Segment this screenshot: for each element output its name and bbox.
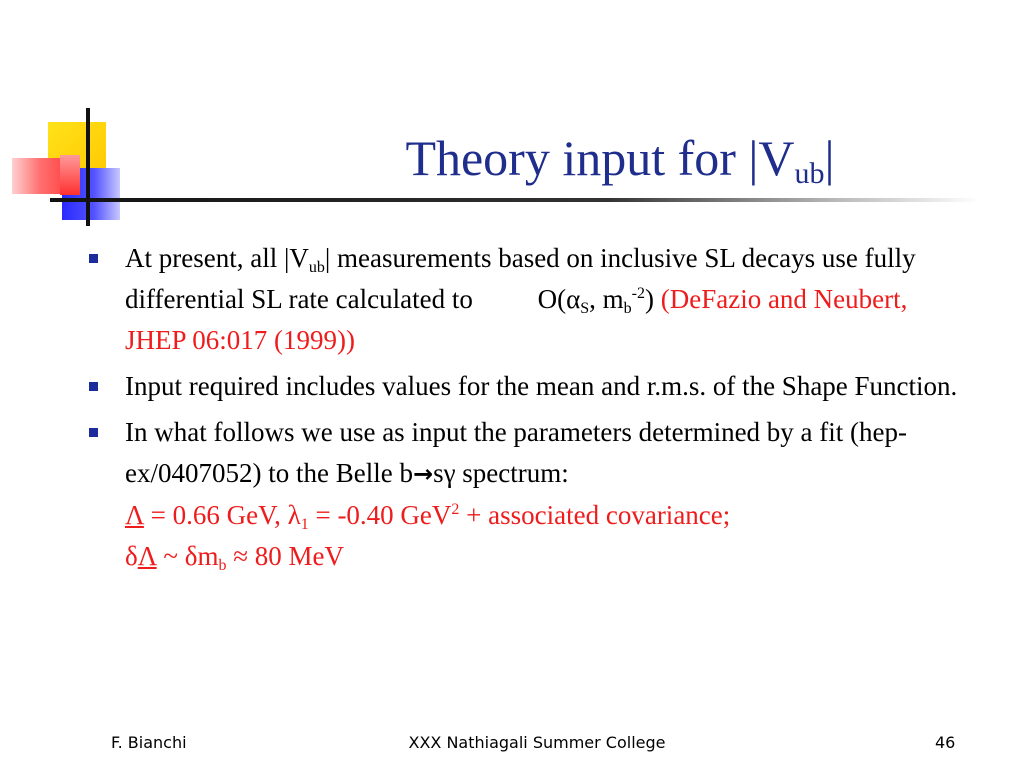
title-end: |	[824, 130, 835, 186]
footer-event: XXX Nathiagali Summer College	[408, 733, 666, 752]
bullet-item-belle-fit	[88, 412, 968, 577]
title-subscript: ub	[794, 157, 825, 190]
gev-superscript: 2	[451, 501, 460, 518]
delta-part-b: ~ δm	[156, 541, 219, 571]
bullet-item-inclusive-sl	[88, 238, 968, 361]
footer-author: F. Bianchi	[111, 733, 187, 752]
bullet-2-text: Input required includes values for the mean and r.m.s. of the Shape Function.	[125, 371, 958, 401]
bullet-1-text-c: O(α	[537, 284, 581, 314]
bullet-3-text-b: sγ spectrum:	[433, 458, 569, 488]
slide-title	[240, 128, 1000, 188]
bullet-square-icon	[89, 428, 98, 437]
eq-part-3: + associated covariance;	[459, 500, 731, 530]
arrow-right-icon: →	[412, 460, 434, 488]
parameter-values	[125, 500, 731, 574]
title-text: Theory input for |V	[405, 130, 795, 186]
delta-symbol: δ	[125, 541, 138, 571]
bullet-square-icon	[89, 254, 98, 263]
delta-lambda-bar-symbol: Λ	[137, 541, 157, 571]
lambda-subscript: 1	[300, 516, 309, 533]
eq-part-2: = -0.40 GeV	[308, 500, 452, 530]
bullet-1-text-b: | measurements based on inclusive SL decays use fully differential SL rate calculated to	[125, 243, 916, 314]
bullet-item-shape-function	[88, 366, 968, 407]
bullet-3-text-a: In what follows we use as input the parameters determined by a fit (hep-ex/0407052) to the Belle b	[125, 417, 907, 488]
bullet-1-sub-b: b	[623, 300, 632, 317]
bullet-1-text-a: At present, all |V	[125, 243, 309, 273]
bullet-1-text-d: , m	[589, 284, 624, 314]
bullet-1-sup-minus2: -2	[631, 285, 645, 302]
vertical-rule	[86, 108, 90, 226]
bullet-1-sub-s: S	[580, 300, 590, 317]
delta-part-c: ≈ 80 MeV	[226, 541, 345, 571]
corner-decoration	[0, 100, 180, 230]
lambda-bar-symbol: Λ	[125, 500, 144, 530]
bullet-list	[88, 238, 968, 582]
bullet-1-sub-ub: ub	[308, 259, 325, 276]
title-underline-rule	[50, 198, 980, 202]
bullet-1-reference: (DeFazio and Neubert, JHEP 06:017 (1999))	[125, 284, 908, 355]
footer-page-number: 46	[935, 733, 956, 752]
eq-part-1: = 0.66 GeV, λ	[143, 500, 301, 530]
bullet-square-icon	[89, 382, 98, 391]
mb-subscript: b	[218, 557, 227, 574]
bullet-1-text-e: )	[644, 284, 661, 314]
red-square	[60, 155, 80, 195]
